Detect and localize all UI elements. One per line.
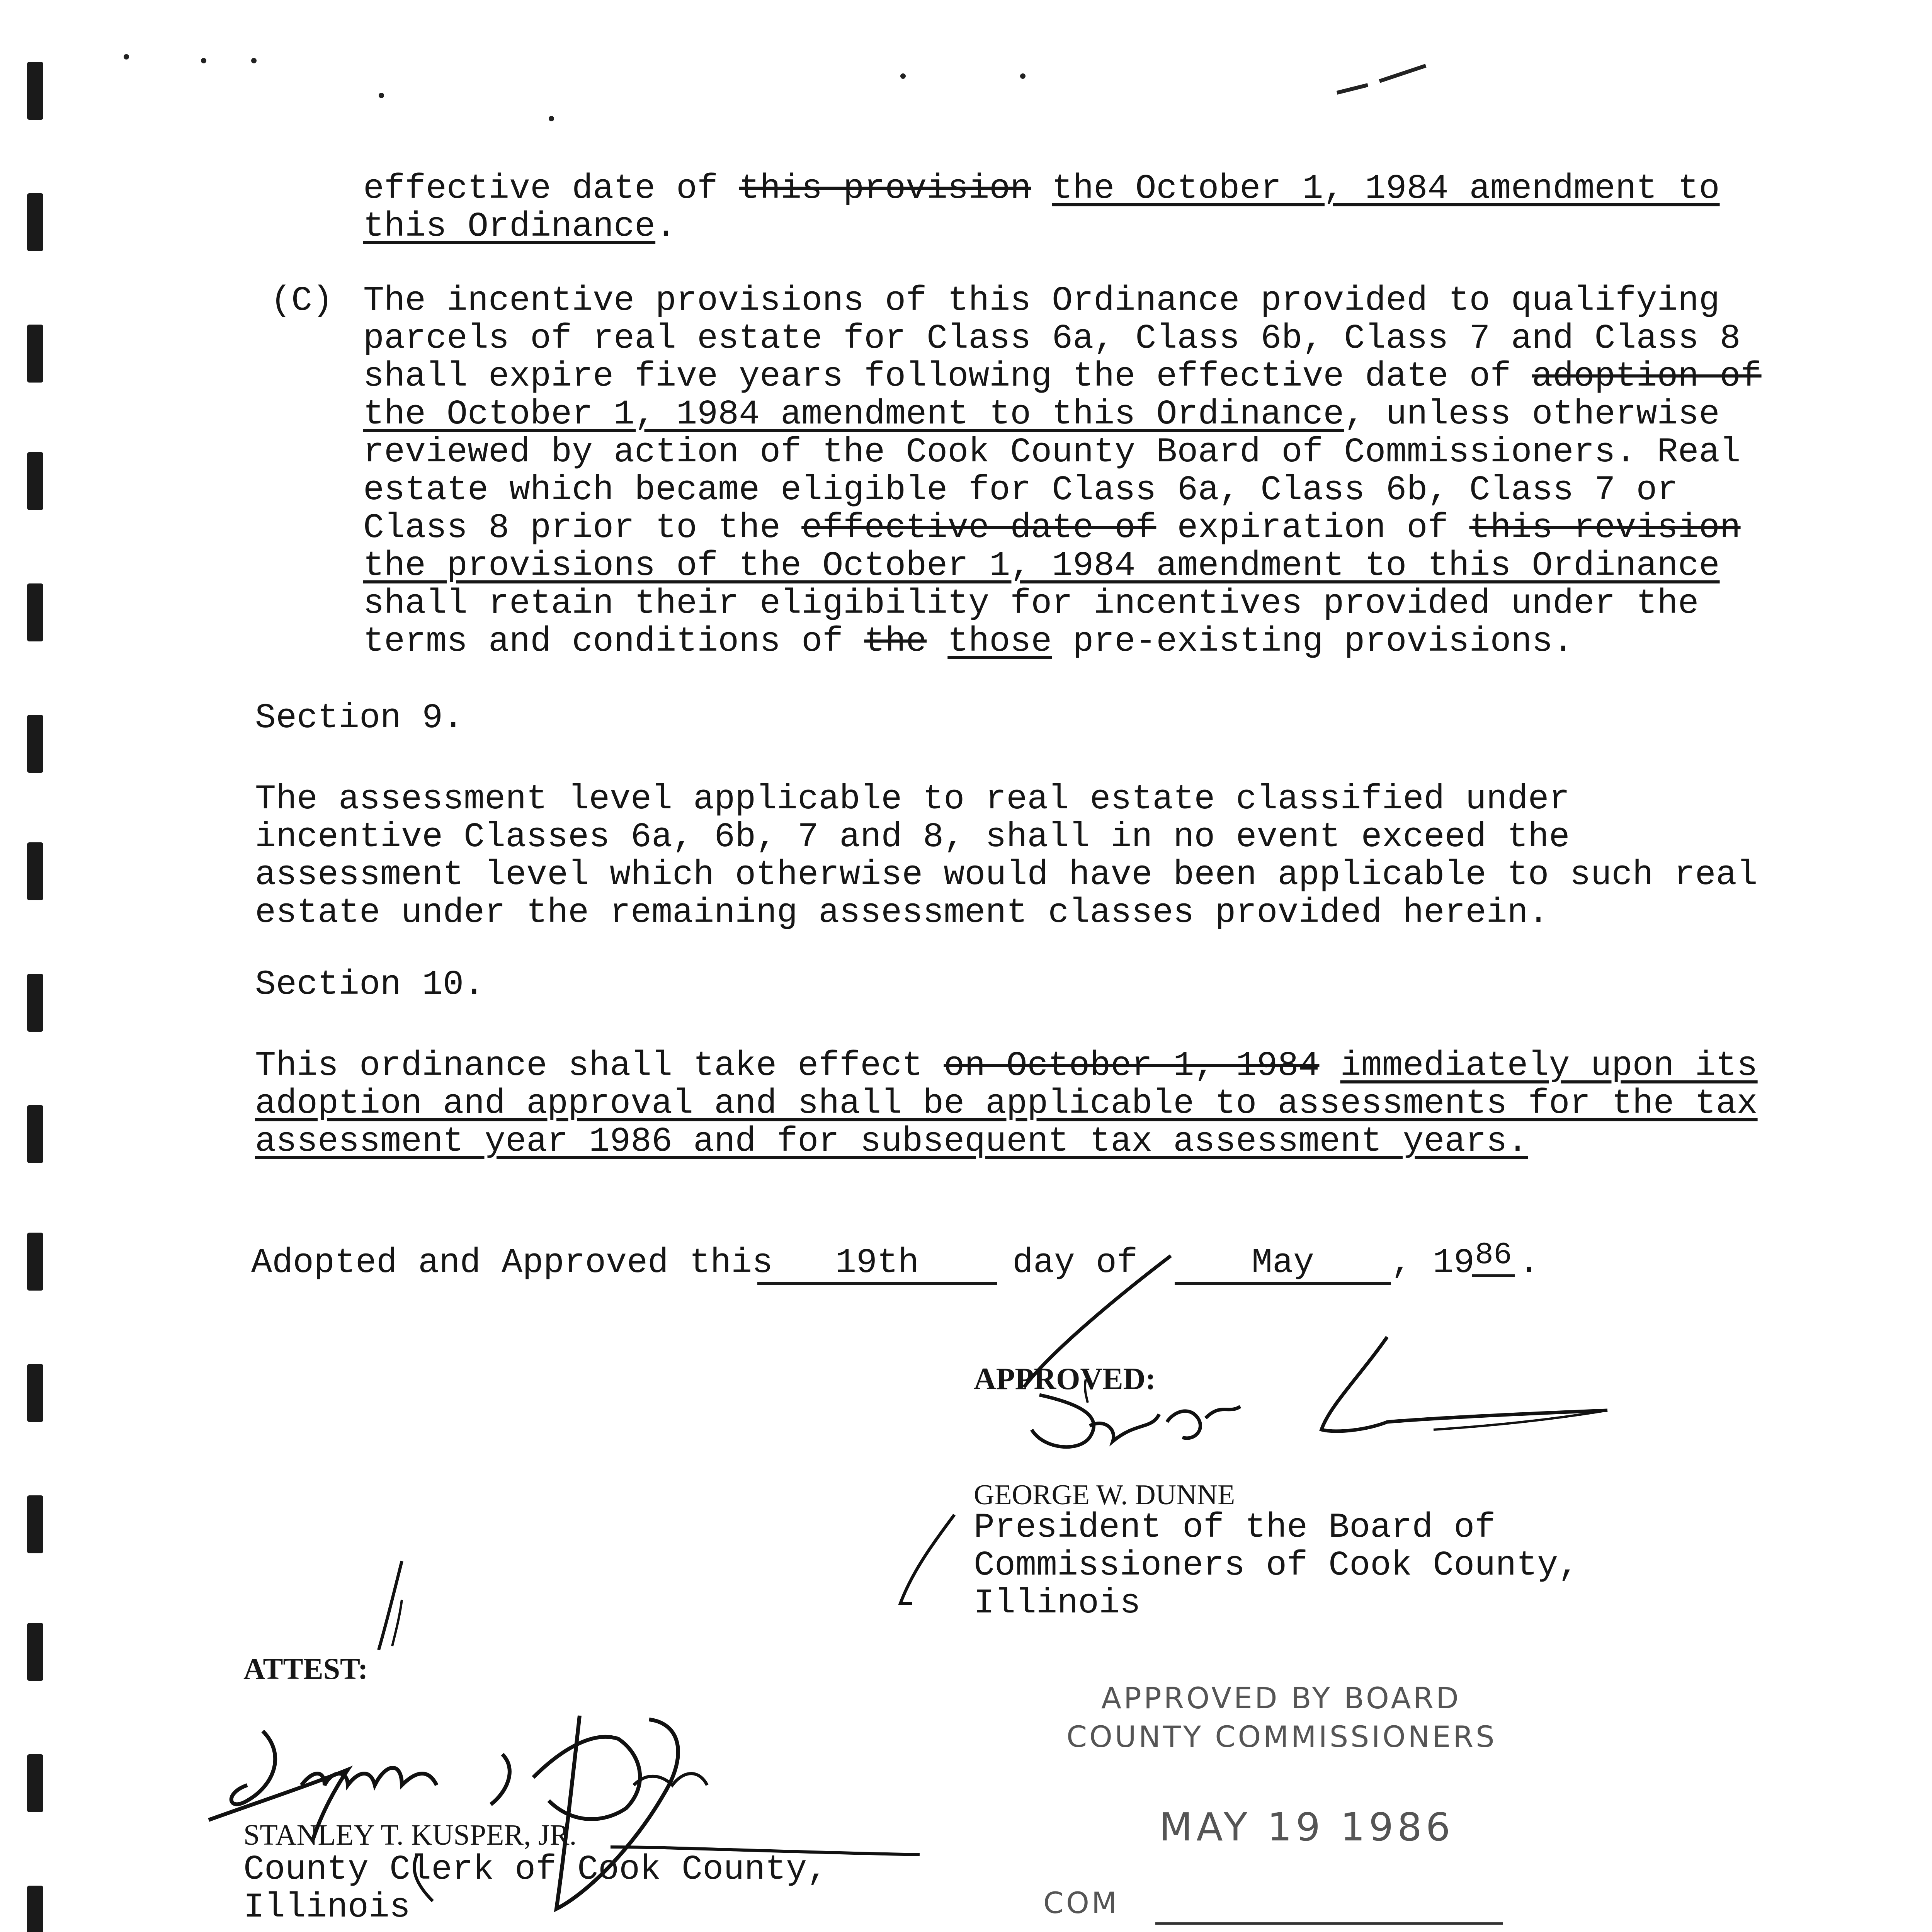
struck-text: this revision xyxy=(1469,509,1741,548)
text-segment xyxy=(927,622,947,662)
scan-speck xyxy=(251,58,257,63)
title-line: President of the Board of xyxy=(974,1508,1496,1548)
binder-hole xyxy=(27,1364,43,1422)
text-line xyxy=(363,320,1777,358)
binder-hole xyxy=(27,583,43,641)
binder-hole xyxy=(27,1623,43,1681)
text-segment: expiration of xyxy=(1156,509,1469,548)
text-segment: . xyxy=(655,207,677,247)
binder-hole xyxy=(27,715,43,773)
text-line xyxy=(363,170,1777,208)
section-9-paragraph xyxy=(255,780,1758,933)
text-segment: Class 8 prior to the xyxy=(363,509,802,548)
adoption-day-of: day of xyxy=(1012,1243,1138,1283)
attest-label: ATTEST: xyxy=(243,1652,368,1685)
underlined-text: this Ordinance xyxy=(363,207,656,247)
text-segment: estate under the remaining assessment classes provided herein. xyxy=(255,893,1549,933)
president-title xyxy=(974,1509,1932,1622)
binder-hole xyxy=(27,1495,43,1553)
text-line xyxy=(255,1084,1758,1124)
clerk-name: STANLEY T. KUSPER, JR. xyxy=(243,1819,577,1851)
struck-text: adoption of xyxy=(1532,357,1762,396)
text-line xyxy=(363,282,1777,320)
stamp-line-2: COUNTY COMMISSIONERS xyxy=(1066,1719,1497,1754)
text-segment xyxy=(1319,1046,1340,1086)
adoption-day: 19th xyxy=(757,1244,997,1285)
binder-hole xyxy=(27,1105,43,1163)
scan-speck xyxy=(124,54,129,60)
text-line xyxy=(363,471,1777,509)
text-line xyxy=(363,585,1777,623)
clerk-title xyxy=(243,1851,1658,1927)
struck-text: on October 1, 1984 xyxy=(944,1046,1320,1086)
text-segment: shall expire five years following the effective date of xyxy=(363,357,1532,396)
binder-hole xyxy=(27,1754,43,1812)
title-line: Illinois xyxy=(974,1584,1141,1623)
binder-hole xyxy=(27,452,43,510)
text-segment: The assessment level applicable to real estate classified under xyxy=(255,780,1570,819)
underlined-text: the provisions of the October 1, 1984 amendment to this Ordinance xyxy=(363,546,1720,586)
text-segment: The incentive provisions of this Ordinance provided to qualifying xyxy=(363,281,1720,321)
continuation-paragraph xyxy=(363,170,1777,246)
text-line xyxy=(363,396,1777,434)
struck-text: the xyxy=(864,622,927,662)
text-segment: parcels of real estate for Class 6a, Class 6b, Class 7 and Class 8 xyxy=(363,319,1741,359)
clause-c-paragraph xyxy=(363,282,1777,661)
text-line xyxy=(363,547,1777,585)
struck-text: this-provision xyxy=(739,169,1031,209)
text-line xyxy=(255,1123,1669,1161)
text-line xyxy=(363,509,1777,547)
binder-hole xyxy=(27,62,43,120)
text-segment: incentive Classes 6a, 6b, 7 and 8, shall in no event exceed the xyxy=(255,818,1570,857)
text-line xyxy=(255,818,1669,856)
title-line: Commissioners of Cook County, xyxy=(974,1546,1579,1585)
scan-mark xyxy=(1333,58,1434,102)
text-segment: terms and conditions of xyxy=(363,622,864,662)
text-line xyxy=(255,894,1669,932)
text-segment: pre-existing provisions. xyxy=(1052,622,1574,662)
text-line xyxy=(255,1046,1758,1086)
text-segment: shall retain their eligibility for incentives provided under the xyxy=(363,584,1699,624)
stamp-com-line xyxy=(1155,1922,1503,1925)
text-segment xyxy=(1031,169,1052,209)
text-line xyxy=(363,208,1777,246)
stamp-date: MAY 19 1986 xyxy=(1159,1804,1454,1850)
title-line: Illinois xyxy=(243,1888,411,1927)
binder-hole xyxy=(27,974,43,1032)
binder-hole xyxy=(27,842,43,900)
text-segment: effective date of xyxy=(363,169,739,209)
adoption-end: . xyxy=(1519,1243,1540,1283)
stamp-com-label: COM xyxy=(1043,1886,1119,1920)
underlined-text: adoption and approval and shall be applicable to assessments for the tax xyxy=(255,1084,1758,1124)
text-segment: This ordinance shall take effect xyxy=(255,1046,944,1086)
binder-hole xyxy=(27,193,43,251)
adoption-year: 86 xyxy=(1472,1236,1515,1277)
section-9-heading: Section 9. xyxy=(255,699,464,738)
text-segment: estate which became eligible for Class 6a, Class 6b, Class 7 or xyxy=(363,471,1678,510)
stamp-line-1: APPROVED BY BOARD xyxy=(1101,1681,1461,1715)
binder-hole xyxy=(27,1886,43,1932)
scan-speck xyxy=(1020,73,1026,79)
section-10-paragraph xyxy=(255,1046,1758,1162)
text-line xyxy=(363,434,1777,471)
adoption-month: May xyxy=(1175,1244,1391,1285)
binder-hole xyxy=(27,325,43,383)
text-line xyxy=(363,358,1777,396)
text-line xyxy=(255,781,1669,818)
underlined-text: the October 1, 1984 amendment to this Ordinance xyxy=(363,395,1344,434)
text-segment: reviewed by action of the Cook County Board of Commissioners. Real xyxy=(363,433,1741,472)
underlined-text: those xyxy=(947,622,1052,662)
binder-hole xyxy=(27,1233,43,1291)
scan-speck xyxy=(900,73,906,79)
struck-text: effective date of xyxy=(801,509,1156,548)
scan-speck xyxy=(201,58,206,63)
text-segment: assessment level which otherwise would have been applicable to such real xyxy=(255,855,1758,895)
adoption-year-prefix: , 19 xyxy=(1391,1243,1475,1283)
underlined-text: the October 1, 1984 amendment to xyxy=(1052,169,1720,209)
underlined-text: immediately upon its xyxy=(1340,1046,1758,1086)
title-line: County Clerk of Cook County, xyxy=(243,1850,828,1889)
clause-c-label: (C) xyxy=(270,281,333,321)
text-line xyxy=(363,623,1777,661)
approved-label: APPROVED: xyxy=(974,1362,1156,1396)
scan-speck xyxy=(549,116,554,121)
president-name: GEORGE W. DUNNE xyxy=(974,1479,1235,1511)
section-10-heading: Section 10. xyxy=(255,965,485,1005)
underlined-text: assessment year 1986 and for subsequent tax assessment years. xyxy=(255,1122,1528,1162)
scan-speck xyxy=(379,93,384,98)
text-line xyxy=(255,855,1758,895)
adoption-prefix: Adopted and Approved this xyxy=(251,1243,773,1283)
text-segment: , unless otherwise xyxy=(1344,395,1720,434)
